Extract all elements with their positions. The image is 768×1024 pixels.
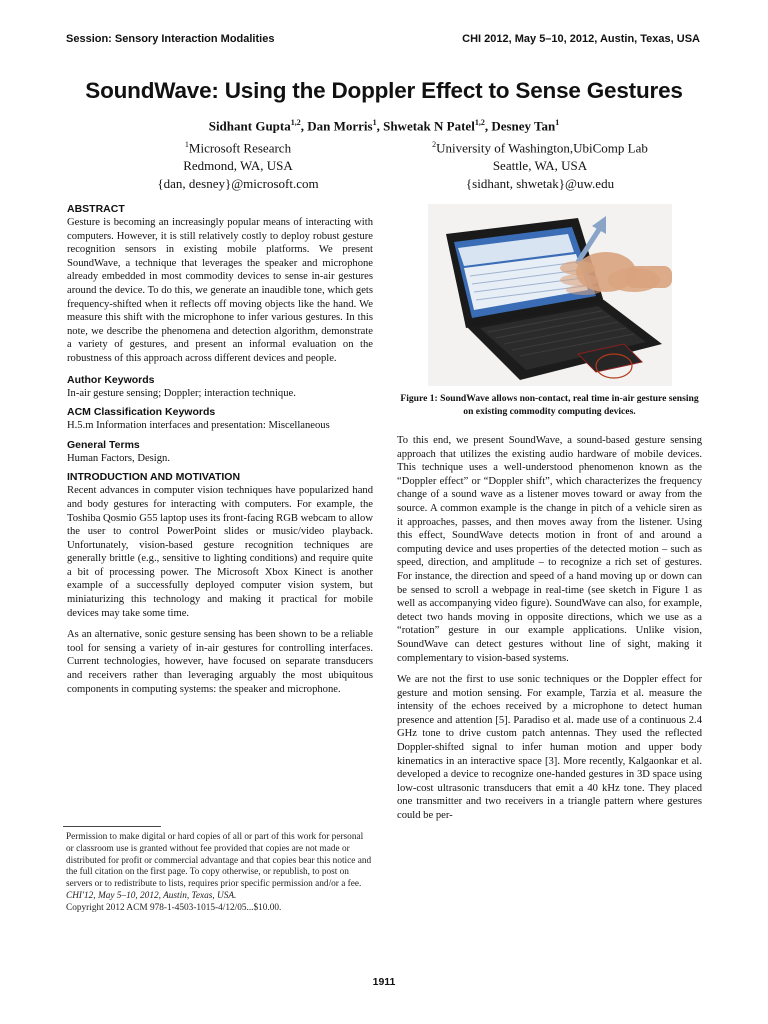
- author-separator: ,: [300, 118, 308, 134]
- section-heading: ACM Classification Keywords: [67, 406, 216, 419]
- running-header-session: Session: Sensory Interaction Modalities: [66, 33, 275, 45]
- affiliation-mark: 2: [432, 140, 437, 149]
- permission-block: [66, 832, 372, 915]
- affiliation-org: University of Washington,UbiComp Lab: [436, 140, 648, 156]
- section-heading: Author Keywords: [67, 373, 155, 386]
- author-separator: ,: [376, 118, 384, 134]
- general-terms-text: Human Factors, Design.: [67, 452, 170, 464]
- author-name: Sidhant Gupta: [208, 118, 291, 134]
- affiliation-org: Microsoft Research: [188, 140, 292, 156]
- acm-classification-text: H.5.m Information interfaces and presentation: Miscellaneous: [67, 420, 330, 432]
- paper-title: SoundWave: Using the Doppler Effect to Sense Gestures: [85, 78, 683, 103]
- affiliation-city: Seattle, WA, USA: [492, 158, 588, 174]
- section-heading: General Terms: [67, 438, 140, 451]
- section-heading: ABSTRACT: [67, 203, 125, 215]
- author-keywords-text: In-air gesture sensing; Doppler; interaction technique.: [67, 387, 296, 399]
- author-affiliation-mark: 1: [372, 118, 377, 127]
- left-column: [67, 203, 373, 704]
- running-header-conference: CHI 2012, May 5–10, 2012, Austin, Texas, USA: [462, 33, 700, 45]
- affiliation-email: {sidhant, shwetak}@uw.edu: [465, 176, 615, 192]
- intro-paragraph: Recent advances in computer vision techniques have popularized hand and body gestures for interacting with computers. For example, the Toshiba Qosmio G55 laptop uses its front-facing RGB webcam to allow the user to control PowerPoint slides or music/video playback. Unfortunately, vision-based gesture recognition techniques are generally brittle (e.g., sensitive to lighting conditions) and require quite a bit of processing power. The Microsoft Xbox Kinect is another example of a successfully deployed computer vision system, but miniaturizing this technology and making it practical for mobile devices may take some time.: [67, 485, 373, 619]
- author-affiliation-mark: 1,2: [474, 118, 485, 127]
- author-name: Dan Morris: [307, 118, 373, 134]
- figure-laptop-photo: [428, 204, 672, 386]
- right-column: [397, 434, 702, 831]
- author-affiliation-mark: 1: [555, 118, 560, 127]
- author-name: Shwetak N Patel: [383, 118, 475, 134]
- author-name: Desney Tan: [491, 118, 556, 134]
- section-heading: INTRODUCTION AND MOTIVATION: [67, 471, 241, 484]
- body-paragraph: To this end, we present SoundWave, a sound-based gesture sensing approach that utilizes the existing audio hardware of mobile devices. This technique uses a well-understood phenomenon known as the “Doppler effect” or “Doppler shift”, which characterizes the frequency change of a sound wave as a listener moves toward or away from the source. A common example is the change in pitch of a vehicle siren as it approaches, passes, and then moves away from the listener. Using this effect, SoundWave detects motion in front of and around a computing device and uses properties of the detected motion – such as speed, direction, and amplitude – to recognize a rich set of gestures. For instance, the direction and speed of a hand moving up or down can be sensed to scroll a webpage in real-time (see sketch in Figure 1 as well as accompanying video figure). SoundWave can also, for example, detect two hands moving in opposite directions, which we use as a “rotation” gesture in our example applications. Unlike vision, SoundWave can detect gestures without line of sight, making it complementary to vision-based systems.: [397, 435, 702, 664]
- body-paragraph: We are not the first to use sonic techniques or the Doppler effect for gesture and motion sensing. For example, Tarzia et al. measure the intensity of the echoes received by a microphone to detect human presence and attention [5]. Paradiso et al. made use of a continuous 2.4 GHz tone to drive custom patch antennas. They used the reflected Doppler-shifted signal to infer human motion and upper body kinematics in an interactive space [3]. More recently, Kalgaonkar et al. developed a device to recognize one-handed gestures in 3D space using low-cost ultrasonic transducers that emit a 40 kHz tone. They placed one transmitter and two receivers in a triangle pattern where gestures could be per-: [397, 674, 702, 822]
- footnote-rule: [63, 826, 161, 827]
- permission-venue: CHI'12, May 5–10, 2012, Austin, Texas, USA.: [66, 890, 237, 901]
- permission-text: Permission to make digital or hard copies of all or part of this work for personal or classroom use is granted without fee provided that copies are not made or distributed for profit or commercial advantage and that copies bear this notice and the full citation on the first page. To copy otherwise, or republish, to post on servers or to redistribute to lists, requires prior specific permission and/or a fee.: [66, 832, 372, 890]
- author-affiliation-mark: 1,2: [290, 118, 301, 127]
- permission-copyright: Copyright 2012 ACM 978-1-4503-1015-4/12/05...$10.00.: [66, 902, 282, 913]
- figure-caption: Figure 1: SoundWave allows non-contact, real time in-air gesture sensing on existing commodity computing devices.: [400, 393, 699, 417]
- affiliation-city: Redmond, WA, USA: [183, 158, 293, 174]
- abstract-text: Gesture is becoming an increasingly popular means of interacting with computers. However, it is still relatively costly to deploy robust gesture recognition sensors in existing mobile platforms. We present SoundWave, a technique that leverages the speaker and microphone already embedded in most commodity devices to sense in-air gestures around the device. To do this, we generate an inaudible tone, which gets frequency-shifted when it reflects off moving objects like the hand. We measure this shift with the microphone to infer various gestures. In this note, we describe the phenomena and detection algorithm, demonstrate a variety of gestures, and present an informal evaluation on the robustness of this approach across different devices and people.: [67, 217, 373, 364]
- page-number: 1911: [372, 976, 396, 988]
- intro-paragraph: As an alternative, sonic gesture sensing has been shown to be a reliable tool for sensing a variety of in-air gestures for controlling interfaces. Current technologies, however, have focused on separate transducers and receivers rather than leveraging arguably the most ubiquitous components in computing systems: the speaker and microphone.: [67, 629, 373, 695]
- affiliation-mark: 1: [184, 140, 189, 149]
- affiliation-microsoft: [108, 136, 368, 193]
- author-list: [0, 118, 768, 134]
- affiliation-email: {dan, desney}@microsoft.com: [157, 176, 319, 192]
- affiliation-uw: [395, 136, 685, 193]
- author-separator: ,: [484, 118, 492, 134]
